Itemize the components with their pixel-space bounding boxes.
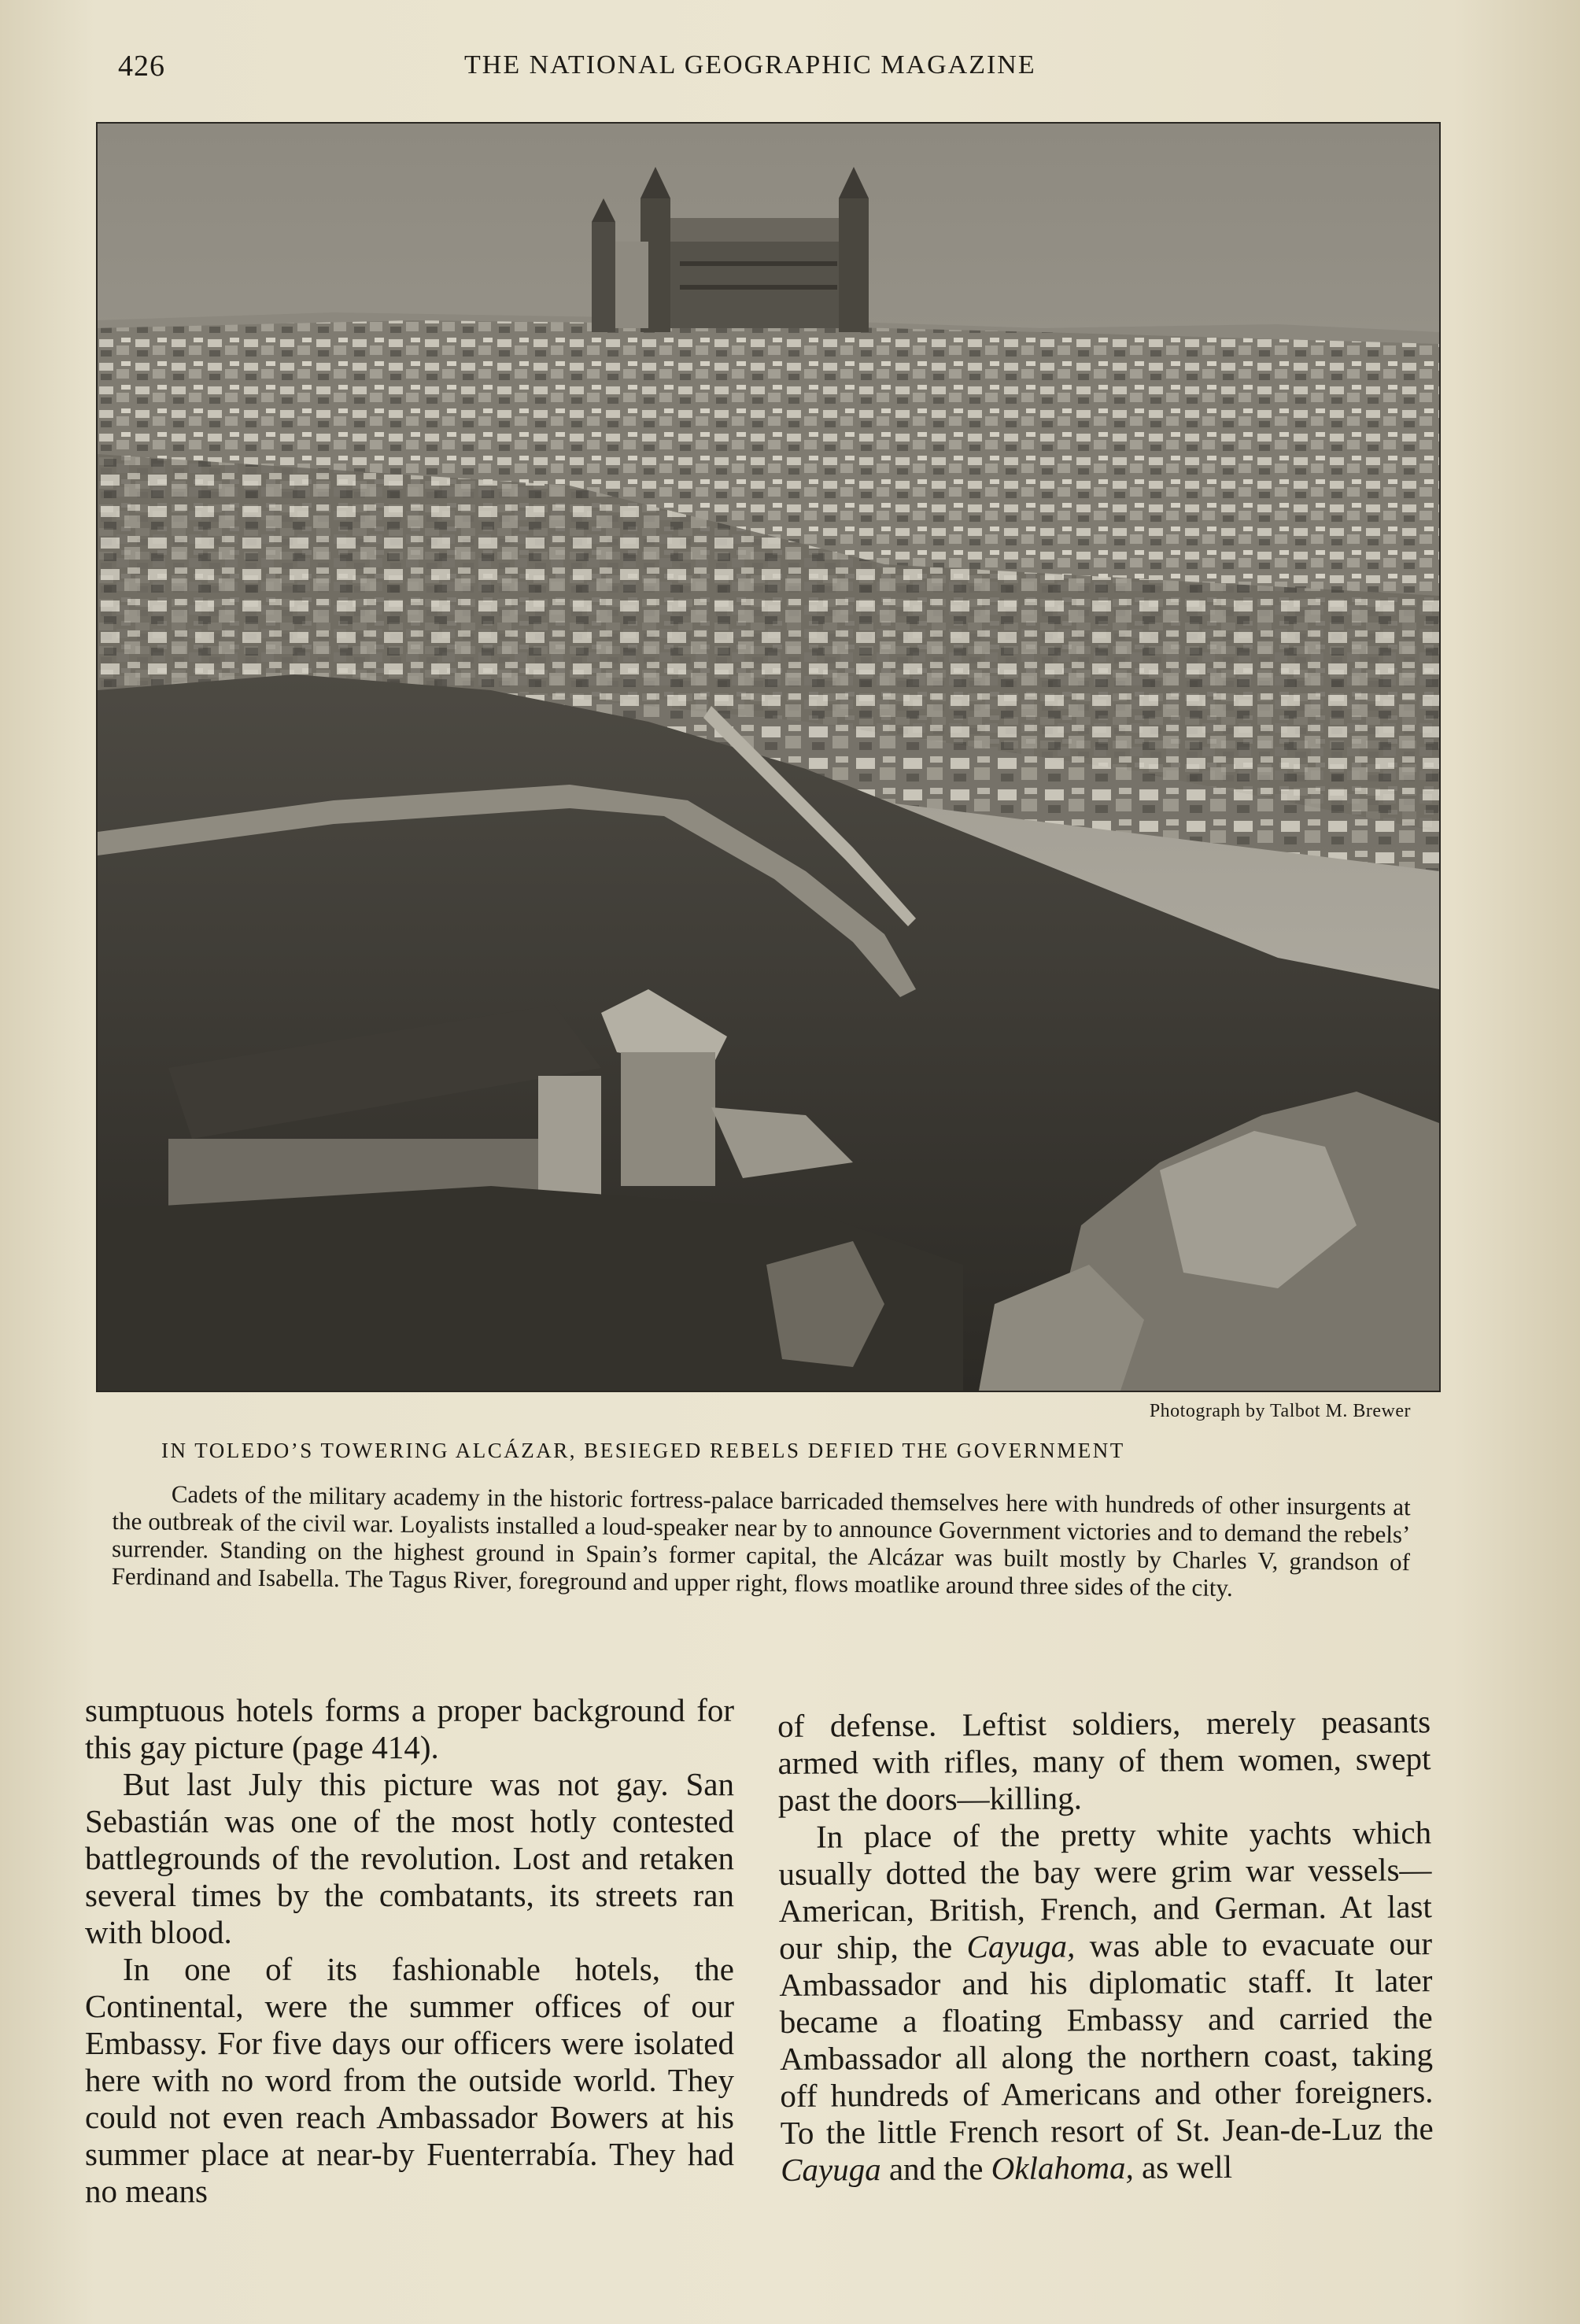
text-run: was able to evacuate our Ambassador and his diplomatic staff. It later became a floating Embassy and carried the Ambassador all along the northern coast, taking off hundreds of Americans and other foreigners. To the little French resort of St. Jean-de-Luz the — [779, 1925, 1434, 2151]
paragraph: But last July this picture was not gay. San Sebastián was one of the most hotly contested battlegrounds of the revolution. Lost and retaken several times by the combatants, its streets ran with blood. — [85, 1766, 734, 1950]
page-number: 426 — [118, 50, 165, 83]
caption-body: Cadets of the military academy in the historic fortress-palace barricaded themselves here with hundreds of other insurgents at the outbreak of the civil war. Loyalists installed a loud-speaker near by to announce Government victories and to demand the rebels’ surrender. Standing on the highest ground in Spain’s former capital, the Alcázar was built mostly by Charles V, grandson of Ferdinand and Isabella. The Tagus River, foreground and upper right, flows moatlike around three sides of the city. — [111, 1480, 1411, 1602]
toledo-photograph — [96, 122, 1441, 1392]
left-column — [85, 1692, 734, 2210]
paragraph: of defense. Leftist soldiers, merely peasants armed with rifles, many of them women, swept past the doors—killing. — [777, 1703, 1431, 1818]
ship-name: Oklahoma, — [991, 2148, 1134, 2187]
paragraph — [778, 1814, 1434, 2189]
photo-illustration — [98, 124, 1439, 1391]
text-run: as well — [1133, 2148, 1233, 2185]
text-run: In place of the pretty white yachts which usually dotted the bay were grim war vessels—American, British, French, and German. At last our ship, the — [778, 1814, 1432, 1966]
text-run: and the — [880, 2150, 991, 2188]
paragraph: sumptuous hotels forms a proper background for this gay picture (page 414). — [85, 1692, 734, 1765]
ship-name: Cayuga, — [966, 1927, 1076, 1965]
page-header — [118, 49, 1438, 88]
caption-title: IN TOLEDO’S TOWERING ALCÁZAR, BESIEGED REBELS DEFIED THE GOVERNMENT — [161, 1439, 1125, 1462]
article-body — [85, 1692, 1434, 2227]
ship-name: Cayuga — [780, 2151, 881, 2188]
photo-credit: Photograph by Talbot M. Brewer — [1149, 1401, 1411, 1421]
running-head: THE NATIONAL GEOGRAPHIC MAGAZINE — [464, 50, 1036, 79]
right-column — [777, 1703, 1434, 2189]
paragraph: In one of its fashionable hotels, the Continental, were the summer offices of our Embassy. For five days our officers were isolated here with no word from the outside world. They could not even reach Ambassador Bowers at his summer place at near-by Fuenterrabía. They had no means — [85, 1951, 734, 2209]
